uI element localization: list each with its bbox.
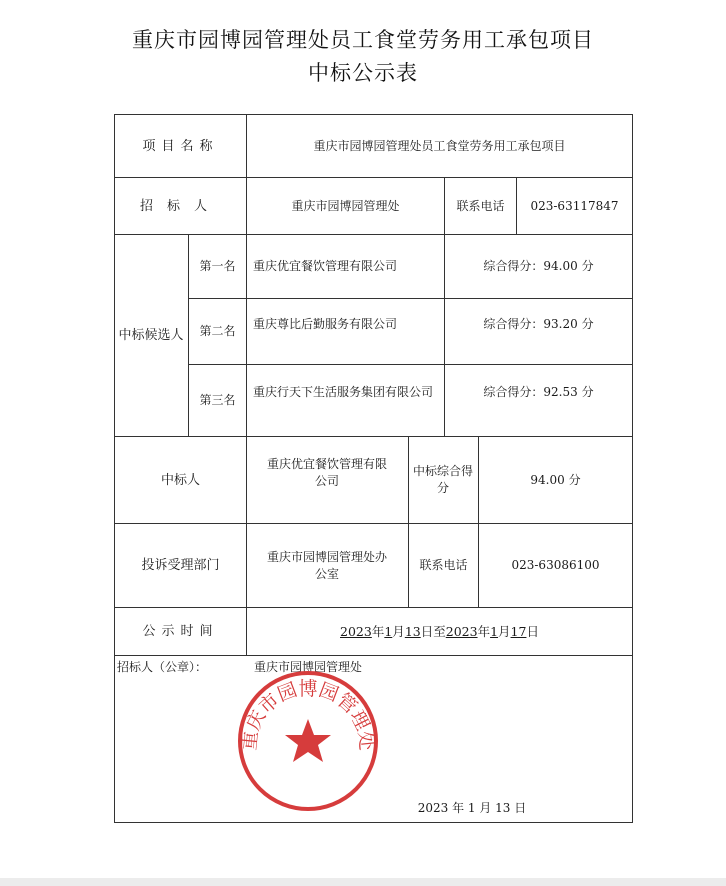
year-unit: 年 <box>371 624 385 639</box>
tenderer-value: 重庆市园博园管理处 <box>291 198 400 213</box>
document-subtitle: 中标公示表 <box>308 61 418 85</box>
winner-label: 中标人 <box>160 472 200 488</box>
winner-score-label: 中标综合得分 <box>412 464 473 495</box>
candidate-company: 重庆尊比后勤服务有限公司 <box>253 316 398 331</box>
project-name-label: 项目名称 <box>142 138 219 154</box>
seal-star-icon <box>285 719 331 762</box>
candidate-rank: 第一名 <box>199 259 236 273</box>
candidate-company: 重庆行天下生活服务集团有限公司 <box>253 384 434 399</box>
complaint-phone-label: 联系电话 <box>419 558 468 572</box>
candidate-company: 重庆优宜餐饮管理有限公司 <box>253 259 398 273</box>
publicity-period <box>247 608 632 655</box>
candidate-rank: 第三名 <box>199 393 236 407</box>
table-rule <box>246 436 247 607</box>
bottom-bar <box>0 878 726 886</box>
winner-name: 重庆优宜餐饮管理有限公司 <box>266 457 387 488</box>
signature-label: 招标人（公章）： <box>117 659 208 674</box>
tenderer-phone-label: 联系电话 <box>456 198 505 213</box>
period-connector: 至 <box>433 624 446 639</box>
official-seal <box>236 669 380 813</box>
month-unit: 月 <box>498 624 511 639</box>
complaint-dept-label: 投诉受理部门 <box>141 558 220 573</box>
period-end-month: 1 <box>490 624 499 639</box>
table-rule <box>632 114 633 823</box>
document-title: 重庆市园博园管理处员工食堂劳务用工承包项目 <box>132 28 594 52</box>
table-rule <box>114 822 633 823</box>
period-start-year: 2023 <box>340 624 372 639</box>
period-start-day: 13 <box>404 624 421 639</box>
candidate-score: 综合得分：93.20 分 <box>483 316 594 331</box>
seal-text: 重庆市园博园管理处 <box>238 677 378 752</box>
candidate-score: 综合得分：92.53 分 <box>483 384 594 399</box>
candidate-rank: 第二名 <box>199 324 236 338</box>
month-unit: 月 <box>392 624 405 639</box>
publicity-period-label: 公示时间 <box>142 624 219 639</box>
period-end-day: 17 <box>510 624 527 639</box>
day-unit: 日 <box>526 624 539 639</box>
tenderer-label: 招标人 <box>139 198 221 214</box>
complaint-phone: 023-63086100 <box>511 558 600 572</box>
signature-date: 2023 年 1 月 13 日 <box>417 800 527 815</box>
complaint-dept: 重庆市园博园管理处办公室 <box>266 549 387 581</box>
signature-name: 重庆市园博园管理处 <box>254 659 363 674</box>
candidates-label: 中标候选人 <box>118 327 184 343</box>
period-end-year: 2023 <box>445 624 478 639</box>
winner-score: 94.00 分 <box>530 472 581 487</box>
candidate-score: 综合得分：94.00 分 <box>483 259 594 273</box>
tenderer-phone: 023-63117847 <box>530 198 619 213</box>
day-unit: 日 <box>420 624 434 639</box>
period-start-month: 1 <box>384 624 393 639</box>
project-name-value: 重庆市园博园管理处员工食堂劳务用工承包项目 <box>313 138 566 153</box>
year-unit: 年 <box>477 624 491 639</box>
